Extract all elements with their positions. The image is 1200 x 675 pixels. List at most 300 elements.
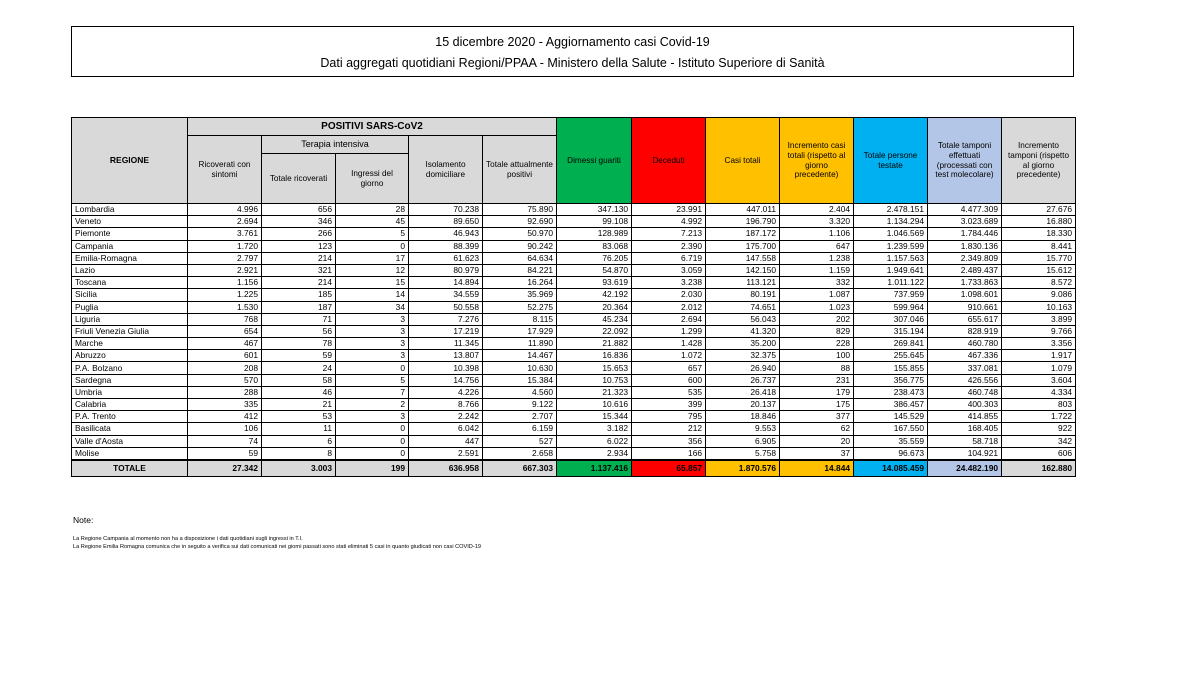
data-cell: 2.478.151 [854,204,928,216]
header-incremento-tamponi: Incremento tamponi (rispetto al giorno precedente) [1002,118,1076,204]
data-cell: 59 [262,350,336,362]
data-cell: 80.191 [706,289,780,301]
data-cell: 100 [780,350,854,362]
data-cell: 1.917 [1002,350,1076,362]
data-cell: 8.115 [483,313,557,325]
data-cell: 6 [262,435,336,447]
total-cell: 14.844 [780,460,854,477]
region-name: Veneto [72,216,188,228]
notes-label: Note: [73,515,94,525]
data-cell: 8.441 [1002,240,1076,252]
region-name: Liguria [72,313,188,325]
total-cell: 27.342 [188,460,262,477]
data-cell: 147.558 [706,252,780,264]
data-cell: 2.707 [483,411,557,423]
data-cell: 45.234 [557,313,632,325]
data-cell: 20.137 [706,399,780,411]
data-cell: 52.275 [483,301,557,313]
data-cell: 3.238 [632,277,706,289]
data-cell: 35.559 [854,435,928,447]
data-cell: 18.846 [706,411,780,423]
data-cell: 16.880 [1002,216,1076,228]
data-cell: 26.418 [706,386,780,398]
data-cell: 70.238 [409,204,483,216]
data-cell: 202 [780,313,854,325]
data-cell: 570 [188,374,262,386]
table-row [72,301,1076,313]
data-cell: 1.072 [632,350,706,362]
data-cell: 145.529 [854,411,928,423]
data-cell: 20 [780,435,854,447]
region-name: Friuli Venezia Giulia [72,325,188,337]
data-cell: 15.344 [557,411,632,423]
table-row [72,228,1076,240]
totals-row [72,460,1076,477]
data-cell: 2.694 [188,216,262,228]
data-cell: 1.046.569 [854,228,928,240]
table-row [72,264,1076,276]
header-deceduti: Deceduti [632,118,706,204]
data-cell: 2.797 [188,252,262,264]
data-cell: 1.087 [780,289,854,301]
data-cell: 386.457 [854,399,928,411]
data-cell: 76.205 [557,252,632,264]
table-row [72,289,1076,301]
data-cell: 654 [188,325,262,337]
data-cell: 657 [632,362,706,374]
region-name: Marche [72,338,188,350]
data-cell: 11 [262,423,336,435]
data-cell: 27.676 [1002,204,1076,216]
total-cell: 1.870.576 [706,460,780,477]
data-cell: 1.225 [188,289,262,301]
data-cell: 2.489.437 [928,264,1002,276]
data-cell: 8.766 [409,399,483,411]
data-cell: 88.399 [409,240,483,252]
table-row [72,435,1076,447]
data-cell: 1.720 [188,240,262,252]
data-cell: 175 [780,399,854,411]
data-cell: 46 [262,386,336,398]
data-cell: 128.989 [557,228,632,240]
data-cell: 88 [780,362,854,374]
data-cell: 3.356 [1002,338,1076,350]
data-cell: 21.323 [557,386,632,398]
data-cell: 342 [1002,435,1076,447]
data-cell: 17 [336,252,409,264]
data-cell: 2.404 [780,204,854,216]
total-cell: 24.482.190 [928,460,1002,477]
table-row [72,374,1076,386]
data-cell: 14 [336,289,409,301]
data-cell: 5.758 [706,447,780,460]
data-cell: 3.320 [780,216,854,228]
data-cell: 2.591 [409,447,483,460]
total-cell: 667.303 [483,460,557,477]
data-cell: 15 [336,277,409,289]
table-row [72,411,1076,423]
data-cell: 255.645 [854,350,928,362]
table-row [72,325,1076,337]
header-positivi: POSITIVI SARS-CoV2 [188,118,557,136]
data-cell: 377 [780,411,854,423]
data-cell: 15.384 [483,374,557,386]
data-cell: 447 [409,435,483,447]
data-cell: 28 [336,204,409,216]
data-cell: 10.616 [557,399,632,411]
data-cell: 9.086 [1002,289,1076,301]
data-cell: 6.905 [706,435,780,447]
data-cell: 53 [262,411,336,423]
data-cell: 187.172 [706,228,780,240]
data-cell: 50.558 [409,301,483,313]
data-cell: 12 [336,264,409,276]
region-name: Basilicata [72,423,188,435]
header-dimessi-guariti: Dimessi guariti [557,118,632,204]
data-cell: 6.042 [409,423,483,435]
table-row [72,252,1076,264]
header-isolamento: Isolamento domiciliare [409,136,483,204]
header-totale-positivi: Totale attualmente positivi [483,136,557,204]
data-cell: 1.157.563 [854,252,928,264]
table-row [72,386,1076,398]
data-cell: 32.375 [706,350,780,362]
region-name: Calabria [72,399,188,411]
data-cell: 168.405 [928,423,1002,435]
data-cell: 3.182 [557,423,632,435]
data-cell: 9.553 [706,423,780,435]
data-cell: 335 [188,399,262,411]
region-name: Sicilia [72,289,188,301]
data-cell: 910.661 [928,301,1002,313]
data-cell: 1.238 [780,252,854,264]
data-cell: 26.940 [706,362,780,374]
data-cell: 6.159 [483,423,557,435]
region-name: P.A. Trento [72,411,188,423]
data-cell: 41.320 [706,325,780,337]
data-cell: 7.213 [632,228,706,240]
data-cell: 15.612 [1002,264,1076,276]
header-ricoverati-sintomi: Ricoverati con sintomi [188,136,262,204]
total-cell: 162.880 [1002,460,1076,477]
region-name: Abruzzo [72,350,188,362]
totals-label: TOTALE [72,460,188,477]
data-cell: 90.242 [483,240,557,252]
data-cell: 2.390 [632,240,706,252]
data-cell: 23.991 [632,204,706,216]
report-subtitle: Dati aggregati quotidiani Regioni/PPAA - Ministero della Salute - Istituto Superiore di Sanità [320,56,825,70]
data-cell: 6.719 [632,252,706,264]
data-cell: 13.807 [409,350,483,362]
data-cell: 16.836 [557,350,632,362]
data-cell: 56.043 [706,313,780,325]
data-cell: 1.784.446 [928,228,1002,240]
table-row [72,447,1076,460]
data-cell: 75.890 [483,204,557,216]
data-cell: 187 [262,301,336,313]
data-cell: 231 [780,374,854,386]
data-cell: 346 [262,216,336,228]
data-cell: 214 [262,277,336,289]
data-cell: 4.334 [1002,386,1076,398]
data-cell: 113.121 [706,277,780,289]
data-cell: 1.530 [188,301,262,313]
data-cell: 3.023.689 [928,216,1002,228]
data-cell: 80.979 [409,264,483,276]
data-cell: 167.550 [854,423,928,435]
data-cell: 655.617 [928,313,1002,325]
table-row [72,240,1076,252]
data-cell: 5 [336,374,409,386]
header-tamponi: Totale tamponi effettuati (processati con test molecolare) [928,118,1002,204]
data-cell: 460.748 [928,386,1002,398]
table-row [72,362,1076,374]
data-cell: 447.011 [706,204,780,216]
data-cell: 337.081 [928,362,1002,374]
table-row [72,216,1076,228]
data-cell: 1.106 [780,228,854,240]
data-cell: 14.756 [409,374,483,386]
data-cell: 35.200 [706,338,780,350]
data-cell: 0 [336,362,409,374]
data-cell: 83.068 [557,240,632,252]
header-casi-totali: Casi totali [706,118,780,204]
total-cell: 199 [336,460,409,477]
data-cell: 2 [336,399,409,411]
data-cell: 74 [188,435,262,447]
data-cell: 467 [188,338,262,350]
data-cell: 24 [262,362,336,374]
data-cell: 16.264 [483,277,557,289]
table-row [72,423,1076,435]
data-cell: 4.992 [632,216,706,228]
data-cell: 11.345 [409,338,483,350]
data-cell: 196.790 [706,216,780,228]
data-cell: 356.775 [854,374,928,386]
data-cell: 7.276 [409,313,483,325]
data-cell: 599.964 [854,301,928,313]
report-title-box [71,26,1074,77]
data-cell: 307.046 [854,313,928,325]
data-cell: 1.299 [632,325,706,337]
data-cell: 321 [262,264,336,276]
data-cell: 123 [262,240,336,252]
header-regione: REGIONE [72,118,188,204]
data-cell: 426.556 [928,374,1002,386]
data-cell: 104.921 [928,447,1002,460]
data-cell: 3 [336,350,409,362]
data-cell: 15.770 [1002,252,1076,264]
data-cell: 737.959 [854,289,928,301]
data-cell: 14.467 [483,350,557,362]
note-line-2: La Regione Emilia Romagna comunica che in seguito a verifica sui dati comunicati nei giorni passati sono stati eliminati 5 casi in quanto giudicati non casi COVID-19 [73,544,481,550]
data-cell: 78 [262,338,336,350]
data-cell: 228 [780,338,854,350]
table-row [72,277,1076,289]
data-cell: 22.092 [557,325,632,337]
data-cell: 1.428 [632,338,706,350]
data-cell: 803 [1002,399,1076,411]
data-cell: 21 [262,399,336,411]
data-cell: 656 [262,204,336,216]
data-cell: 4.560 [483,386,557,398]
data-cell: 15.653 [557,362,632,374]
data-cell: 1.722 [1002,411,1076,423]
data-cell: 62 [780,423,854,435]
data-cell: 600 [632,374,706,386]
data-cell: 166 [632,447,706,460]
data-cell: 1.239.599 [854,240,928,252]
data-cell: 1.079 [1002,362,1076,374]
data-cell: 10.398 [409,362,483,374]
data-cell: 601 [188,350,262,362]
data-cell: 58.718 [928,435,1002,447]
data-cell: 460.780 [928,338,1002,350]
data-cell: 414.855 [928,411,1002,423]
data-cell: 288 [188,386,262,398]
region-name: Valle d'Aosta [72,435,188,447]
data-cell: 399 [632,399,706,411]
data-cell: 106 [188,423,262,435]
note-line-1: La Regione Campania al momento non ha a disposizione i dati quotidiani sugli ingressi in T.I. [73,536,303,542]
data-cell: 2.030 [632,289,706,301]
data-cell: 606 [1002,447,1076,460]
data-cell: 155.855 [854,362,928,374]
data-cell: 21.882 [557,338,632,350]
data-cell: 9.122 [483,399,557,411]
data-cell: 50.970 [483,228,557,240]
data-cell: 10.163 [1002,301,1076,313]
data-cell: 46.943 [409,228,483,240]
data-cell: 9.766 [1002,325,1076,337]
region-name: Lazio [72,264,188,276]
data-cell: 4.477.309 [928,204,1002,216]
data-cell: 0 [336,240,409,252]
region-name: Puglia [72,301,188,313]
header-ti-ingressi: Ingressi del giorno [336,154,409,204]
region-name: Campania [72,240,188,252]
data-cell: 35.969 [483,289,557,301]
data-cell: 2.349.809 [928,252,1002,264]
data-cell: 3.899 [1002,313,1076,325]
data-cell: 185 [262,289,336,301]
data-cell: 4.226 [409,386,483,398]
total-cell: 1.137.416 [557,460,632,477]
data-cell: 829 [780,325,854,337]
data-cell: 0 [336,423,409,435]
data-cell: 34 [336,301,409,313]
data-cell: 2.921 [188,264,262,276]
data-cell: 17.929 [483,325,557,337]
table-body [72,204,1076,477]
data-cell: 2.012 [632,301,706,313]
data-cell: 18.330 [1002,228,1076,240]
data-cell: 4.996 [188,204,262,216]
data-cell: 467.336 [928,350,1002,362]
data-cell: 3.761 [188,228,262,240]
data-cell: 74.651 [706,301,780,313]
data-cell: 11.890 [483,338,557,350]
total-cell: 3.003 [262,460,336,477]
data-cell: 20.364 [557,301,632,313]
data-cell: 3 [336,313,409,325]
data-cell: 37 [780,447,854,460]
data-cell: 7 [336,386,409,398]
table-row [72,350,1076,362]
data-cell: 71 [262,313,336,325]
data-cell: 2.934 [557,447,632,460]
data-cell: 356 [632,435,706,447]
data-cell: 1.134.294 [854,216,928,228]
data-cell: 2.242 [409,411,483,423]
report-title: 15 dicembre 2020 - Aggiornamento casi Covid-19 [435,35,710,49]
data-cell: 400.303 [928,399,1002,411]
data-cell: 175.700 [706,240,780,252]
data-cell: 3 [336,325,409,337]
data-cell: 2.694 [632,313,706,325]
data-cell: 3 [336,338,409,350]
data-cell: 3 [336,411,409,423]
data-cell: 84.221 [483,264,557,276]
data-cell: 212 [632,423,706,435]
data-cell: 56 [262,325,336,337]
data-cell: 1.011.122 [854,277,928,289]
data-cell: 14.894 [409,277,483,289]
data-cell: 58 [262,374,336,386]
data-cell: 8 [262,447,336,460]
data-cell: 64.634 [483,252,557,264]
data-cell: 99.108 [557,216,632,228]
region-name: P.A. Bolzano [72,362,188,374]
data-cell: 412 [188,411,262,423]
data-cell: 1.733.863 [928,277,1002,289]
data-cell: 8.572 [1002,277,1076,289]
data-cell: 6.022 [557,435,632,447]
data-cell: 142.150 [706,264,780,276]
data-cell: 54.870 [557,264,632,276]
data-cell: 179 [780,386,854,398]
table-row [72,313,1076,325]
data-cell: 768 [188,313,262,325]
data-cell: 527 [483,435,557,447]
data-cell: 332 [780,277,854,289]
data-cell: 347.130 [557,204,632,216]
data-cell: 1.156 [188,277,262,289]
data-cell: 92.690 [483,216,557,228]
region-name: Toscana [72,277,188,289]
data-cell: 93.619 [557,277,632,289]
data-cell: 647 [780,240,854,252]
data-cell: 26.737 [706,374,780,386]
data-cell: 922 [1002,423,1076,435]
data-cell: 17.219 [409,325,483,337]
region-name: Lombardia [72,204,188,216]
data-cell: 45 [336,216,409,228]
data-cell: 5 [336,228,409,240]
data-cell: 795 [632,411,706,423]
region-name: Piemonte [72,228,188,240]
data-cell: 828.919 [928,325,1002,337]
total-cell: 636.958 [409,460,483,477]
data-cell: 89.650 [409,216,483,228]
header-terapia-intensiva: Terapia intensiva [262,136,409,154]
data-cell: 1.830.136 [928,240,1002,252]
data-cell: 0 [336,447,409,460]
region-name: Emilia-Romagna [72,252,188,264]
data-cell: 3.604 [1002,374,1076,386]
data-cell: 1.098.601 [928,289,1002,301]
data-cell: 34.559 [409,289,483,301]
